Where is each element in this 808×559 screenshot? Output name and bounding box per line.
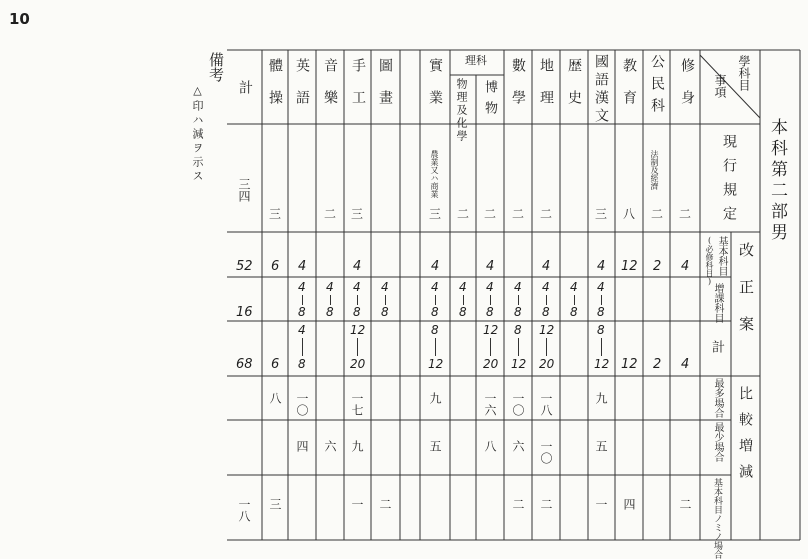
cell-elective-bottom-kokugo: 8 — [597, 305, 605, 319]
cell-total-top-chiri: 12 — [539, 323, 555, 337]
cell-total-bottom-sugaku: 12 — [511, 357, 527, 371]
cell-current-chiri: 二 — [540, 207, 553, 221]
range-dash — [601, 338, 602, 356]
cell-basic-only-zuga: 二 — [378, 498, 392, 510]
col-taiso: 體操 — [267, 58, 283, 122]
document-title: 本科第二部男 — [767, 118, 787, 244]
cell-total-shushin: 4 — [681, 357, 690, 372]
cell-elective-top-shuko: 4 — [353, 280, 361, 294]
row-label-compare: 比較増減 — [737, 386, 753, 490]
cell-max-jitsugyo: 九 — [428, 392, 442, 404]
cell-total-top-kokugo: 8 — [597, 323, 605, 337]
range-dash — [302, 338, 303, 356]
cell-current-ongaku: 二 — [324, 207, 337, 221]
note-komin: 法制及經濟 — [650, 150, 659, 190]
range-dash — [546, 338, 547, 356]
row-label-basic-only: 基本科目ノミノ場合 — [712, 478, 722, 559]
range-dash — [490, 295, 491, 305]
cell-current-jitsugyo: 三 — [429, 207, 442, 221]
range-dash — [357, 295, 358, 305]
cell-elective-bottom-chiri: 8 — [542, 305, 550, 319]
cell-elective-top-butsuri: 4 — [459, 280, 467, 294]
range-dash — [546, 295, 547, 305]
cell-elective-top-rekishi: 4 — [570, 280, 578, 294]
remark-note: △印ハ減ヲ示ス — [191, 84, 204, 184]
cell-elective-bottom-jitsugyo: 8 — [431, 305, 439, 319]
note-jitsugyo: 農業又ハ商業 — [430, 150, 439, 198]
cell-current-komin: 二 — [651, 207, 664, 221]
cell-basic-shushin: 4 — [681, 259, 690, 274]
col-butsuri: 物理及化學 — [455, 78, 468, 143]
range-dash — [330, 295, 331, 305]
cell-basic-chiri: 4 — [542, 259, 551, 274]
cell-min-sugaku: 六 — [511, 440, 525, 452]
cell-basic-komin: 2 — [653, 259, 662, 274]
cell-total-bottom-jitsugyo: 12 — [428, 357, 444, 371]
cell-elective-bottom-rekishi: 8 — [570, 305, 578, 319]
cell-current-shuko: 三 — [351, 207, 364, 221]
row-label-max: 最多場合 — [712, 378, 723, 418]
cell-basic-jitsugyo: 4 — [431, 259, 440, 274]
cell-total-top-sugaku: 8 — [514, 323, 522, 337]
cell-basic-shuko: 4 — [353, 259, 362, 274]
row-label-basic: 基本科目 — [716, 236, 727, 276]
range-dash — [357, 338, 358, 356]
cell-total-top-jitsugyo: 8 — [431, 323, 439, 337]
row-label-elective: 增課科目 — [712, 283, 723, 323]
range-dash — [435, 338, 436, 356]
cell-elective-bottom-ongaku: 8 — [326, 305, 334, 319]
cell-current-sugaku: 二 — [512, 207, 525, 221]
cell-elective-top-hakubutsu: 4 — [486, 280, 494, 294]
cell-elective-bottom-eigo: 8 — [298, 305, 306, 319]
cell-min-chiri: 一〇 — [539, 440, 553, 464]
items-header-label: 事項 — [713, 74, 727, 98]
subjects-header-label: 學科目 — [737, 55, 751, 91]
cell-basic-only-kei: 一八 — [237, 498, 251, 522]
col-jitsugyo: 實業 — [427, 58, 443, 122]
cell-total-taiso: 6 — [271, 357, 280, 372]
range-dash — [518, 338, 519, 356]
cell-elective-top-chiri: 4 — [542, 280, 550, 294]
range-dash — [435, 295, 436, 305]
cell-elective-bottom-shuko: 8 — [353, 305, 361, 319]
cell-total-bottom-hakubutsu: 20 — [483, 357, 499, 371]
range-dash — [518, 295, 519, 305]
cell-basic-only-shushin: 二 — [678, 498, 692, 510]
col-rekishi: 歴史 — [566, 58, 582, 122]
cell-basic-only-sugaku: 二 — [511, 498, 525, 510]
col-kyoiku: 教育 — [621, 58, 637, 122]
range-dash — [385, 295, 386, 305]
cell-basic-hakubutsu: 4 — [486, 259, 495, 274]
cell-basic-kei: 52 — [236, 259, 253, 274]
col-shuko: 手工 — [350, 58, 366, 122]
row-label-total: 計 — [709, 340, 724, 353]
cell-elective-bottom-sugaku: 8 — [514, 305, 522, 319]
cell-current-shushin: 二 — [679, 207, 692, 221]
cell-total-kei: 68 — [236, 357, 253, 372]
cell-min-ongaku: 六 — [323, 440, 337, 452]
cell-elective-top-sugaku: 4 — [514, 280, 522, 294]
cell-current-taiso: 三 — [269, 207, 282, 221]
cell-max-sugaku: 一〇 — [511, 392, 525, 416]
col-zuga: 圖畫 — [377, 58, 393, 122]
row-label-current: 現行規定 — [721, 134, 737, 230]
cell-max-shuko: 一七 — [350, 392, 364, 416]
cell-total-kyoiku: 12 — [621, 357, 638, 372]
cell-total-bottom-kokugo: 12 — [594, 357, 610, 371]
col-sugaku: 數學 — [510, 58, 526, 122]
cell-current-hakubutsu: 二 — [484, 207, 497, 221]
cell-basic-only-kyoiku: 四 — [622, 498, 636, 510]
cell-total-bottom-eigo: 8 — [298, 357, 306, 371]
col-ongaku: 音樂 — [322, 58, 338, 122]
col-shushin: 修身 — [679, 58, 695, 122]
range-dash — [463, 295, 464, 305]
cell-elective-top-ongaku: 4 — [326, 280, 334, 294]
remark-label: 備考 — [207, 52, 225, 82]
cell-min-kokugo: 五 — [594, 440, 608, 452]
cell-current-kyoiku: 八 — [623, 207, 636, 221]
col-kokugo: 國語漢文 — [593, 54, 609, 126]
cell-elective-bottom-hakubutsu: 8 — [486, 305, 494, 319]
cell-min-eigo: 四 — [295, 440, 309, 452]
cell-total-top-eigo: 4 — [298, 323, 306, 337]
cell-min-hakubutsu: 八 — [483, 440, 497, 452]
cell-basic-kyoiku: 12 — [621, 259, 638, 274]
cell-total-bottom-shuko: 20 — [350, 357, 366, 371]
cell-elective-bottom-zuga: 8 — [381, 305, 389, 319]
range-dash — [490, 338, 491, 356]
cell-basic-only-shuko: 一 — [350, 498, 364, 510]
row-label-basic-note: (必修科目) — [705, 236, 714, 286]
cell-max-eigo: 一〇 — [295, 392, 309, 416]
cell-basic-taiso: 6 — [271, 259, 280, 274]
cell-basic-only-taiso: 三 — [268, 498, 282, 510]
cell-elective-top-zuga: 4 — [381, 280, 389, 294]
col-komin: 公民科 — [649, 54, 665, 120]
cell-basic-eigo: 4 — [298, 259, 307, 274]
cell-max-chiri: 一八 — [539, 392, 553, 416]
cell-current-kei: 三四 — [237, 178, 251, 202]
cell-basic-only-chiri: 二 — [539, 498, 553, 510]
cell-current-kokugo: 三 — [595, 207, 608, 221]
col-hakubutsu: 博物 — [482, 80, 497, 122]
cell-elective-bottom-butsuri: 8 — [459, 305, 467, 319]
range-dash — [302, 295, 303, 305]
cell-min-jitsugyo: 五 — [428, 440, 442, 452]
cell-total-bottom-chiri: 20 — [539, 357, 555, 371]
cell-max-hakubutsu: 一六 — [483, 392, 497, 416]
page-number: 10 — [9, 10, 30, 28]
cell-elective-kei: 16 — [236, 305, 253, 320]
cell-elective-top-kokugo: 4 — [597, 280, 605, 294]
cell-elective-top-jitsugyo: 4 — [431, 280, 439, 294]
cell-max-taiso: 八 — [268, 392, 282, 404]
col-kei: 計 — [237, 80, 253, 94]
cell-elective-top-eigo: 4 — [298, 280, 306, 294]
range-dash — [574, 295, 575, 305]
cell-total-top-shuko: 12 — [350, 323, 366, 337]
row-label-min: 最少場合 — [712, 422, 723, 462]
cell-basic-only-kokugo: 一 — [594, 498, 608, 510]
col-eigo: 英語 — [294, 58, 310, 122]
col-chiri: 地理 — [538, 58, 554, 122]
col-rika: 理科 — [465, 54, 487, 67]
cell-total-komin: 2 — [653, 357, 662, 372]
cell-max-kokugo: 九 — [594, 392, 608, 404]
cell-min-shuko: 九 — [350, 440, 364, 452]
row-label-reform: 改正案 — [737, 242, 755, 353]
cell-current-butsuri: 二 — [457, 207, 470, 221]
cell-total-top-hakubutsu: 12 — [483, 323, 499, 337]
range-dash — [601, 295, 602, 305]
cell-basic-kokugo: 4 — [597, 259, 606, 274]
